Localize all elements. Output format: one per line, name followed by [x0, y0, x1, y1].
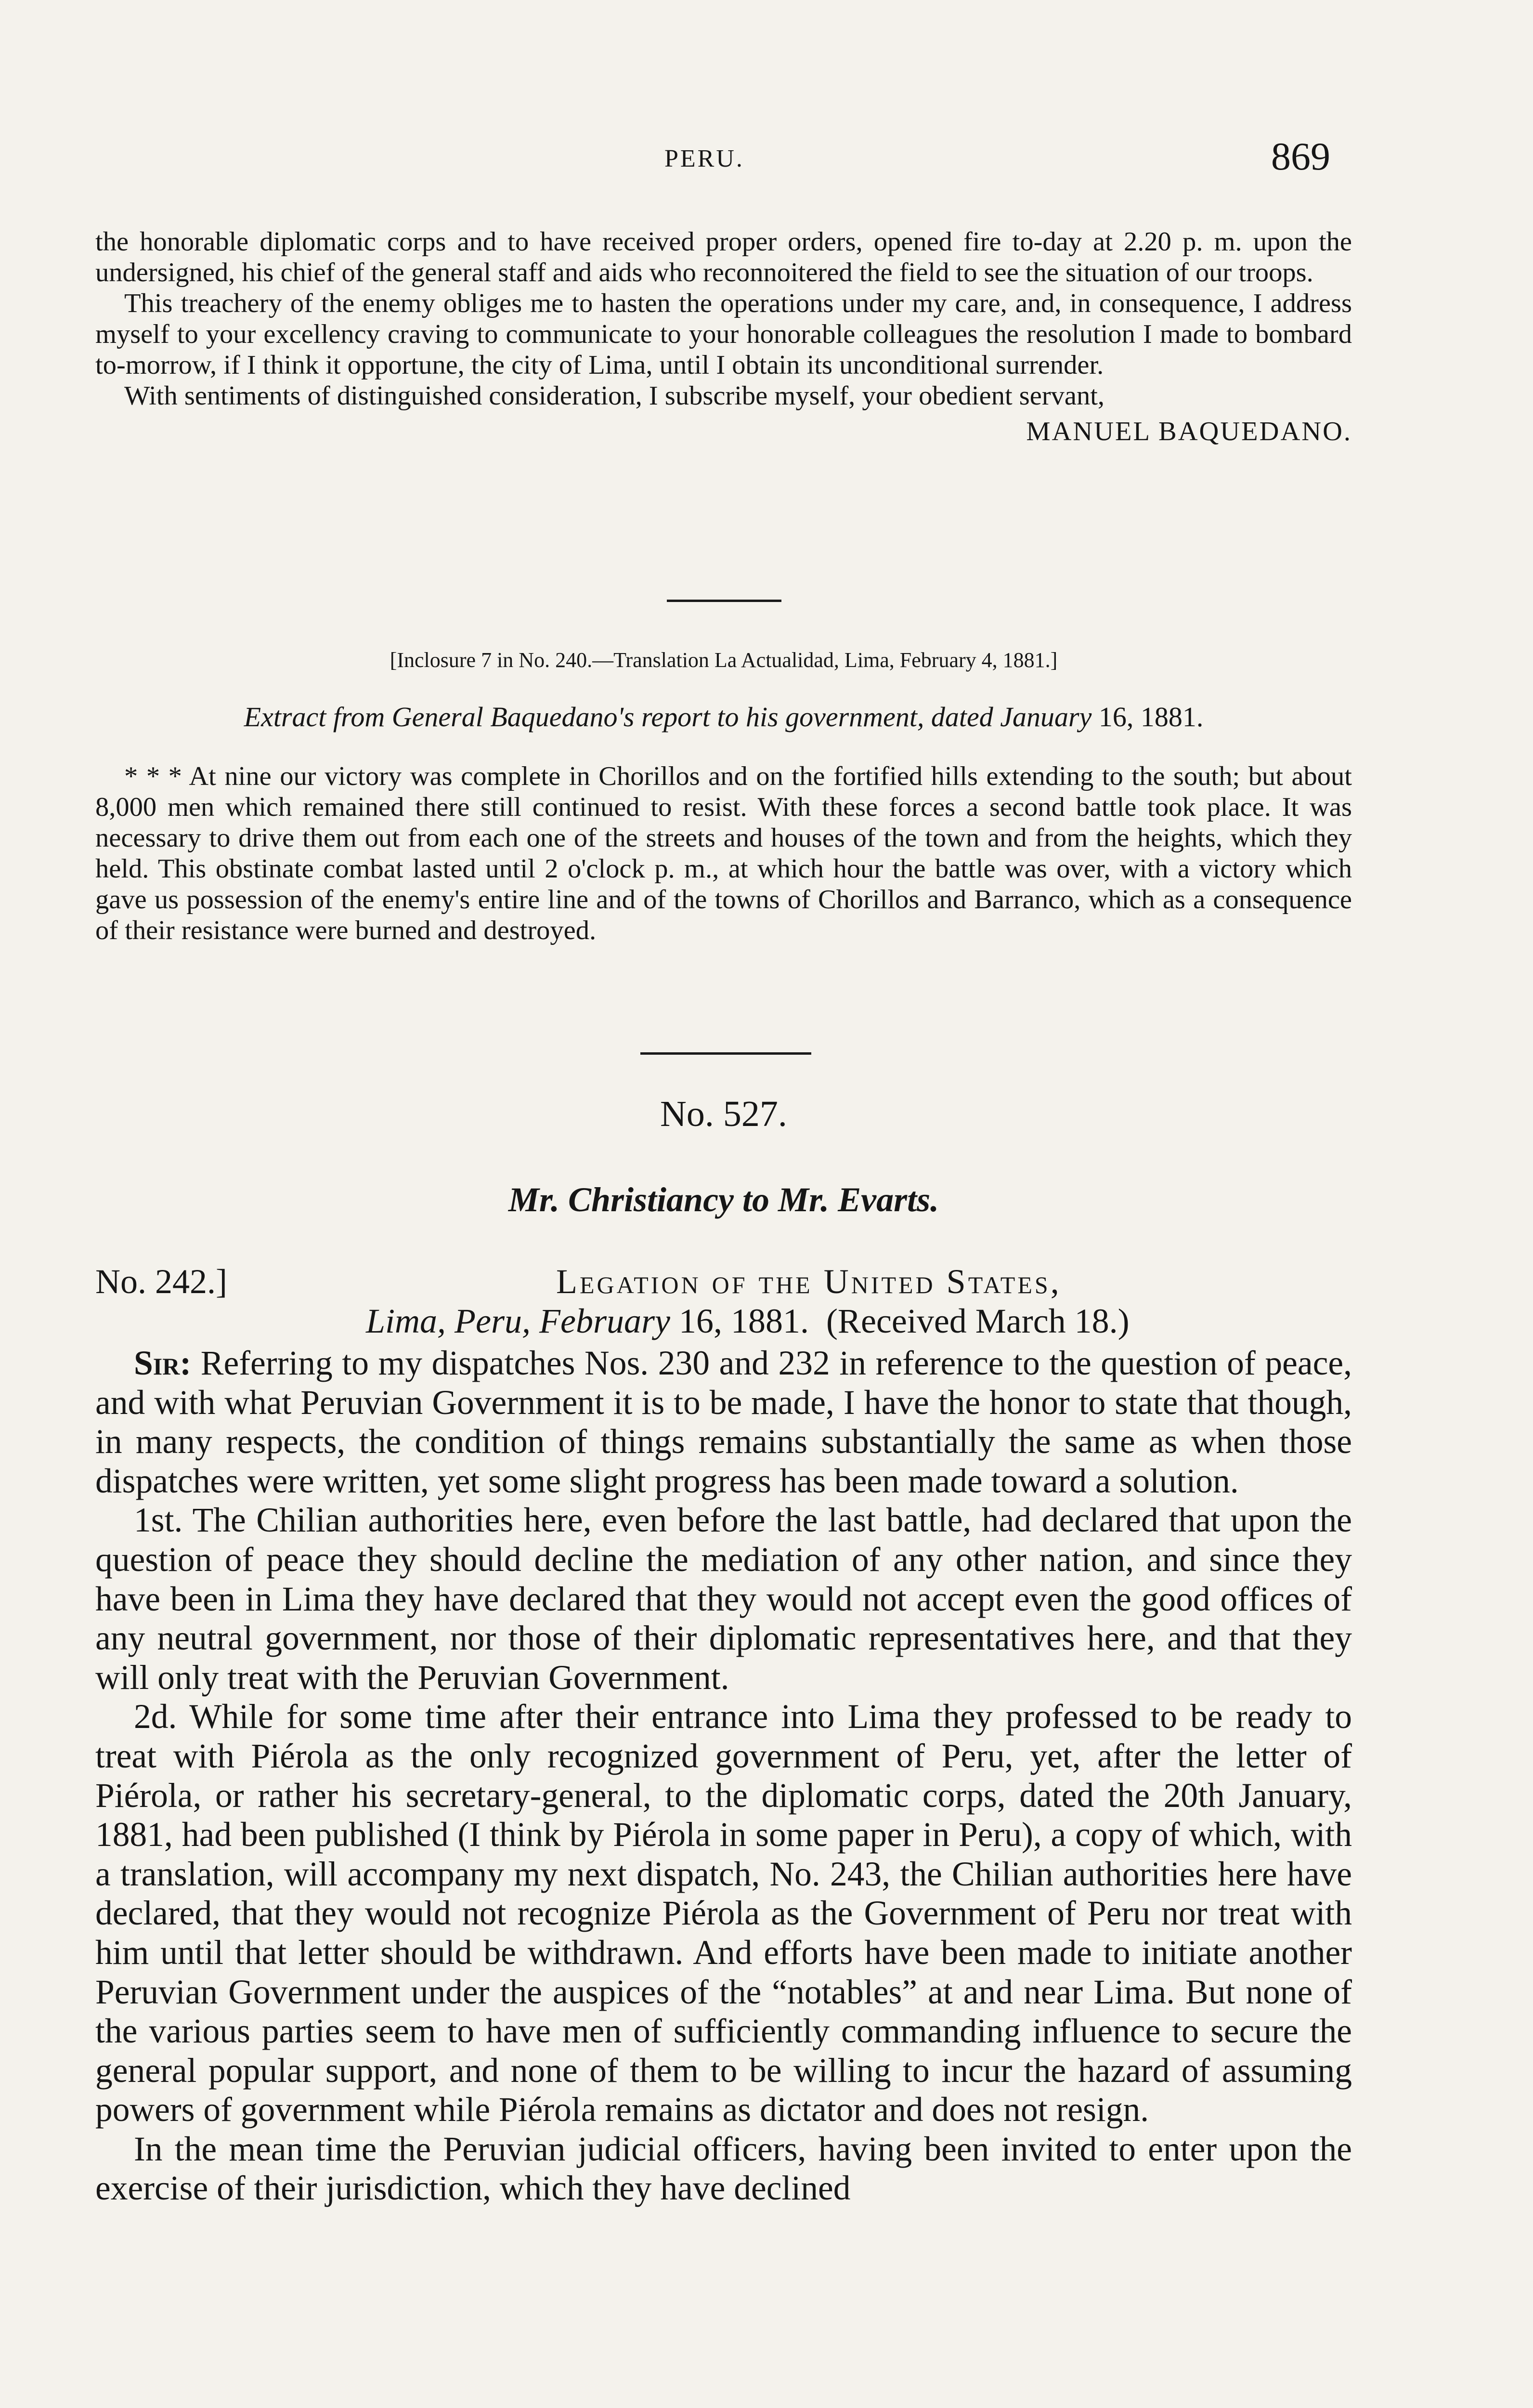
extract-heading-date: 16, 1881. — [1091, 701, 1204, 733]
document-heading: Mr. Christiancy to Mr. Evarts. — [508, 1180, 939, 1219]
letter-continuation — [95, 226, 1352, 447]
paragraph: the honorable diplomatic corps and to have received proper orders, opened fire to-day at 2.20 p. m. upon the undersigned, his chief of the general staff and aids who reconnoitered the field to see the situation of our troops. — [95, 227, 1352, 288]
inclosure-caption: [Inclosure 7 in No. 240.—Translation La Actualidad, Lima, February 4, 1881.] — [390, 648, 1058, 672]
day-year: 16, 1881. — [670, 1302, 809, 1340]
paragraph: This treachery of the enemy obliges me to hasten the operations under my care, and, in consequence, I address myself to your excellency craving to communicate to your honorable colleagues the resolution I made to bombard to-morrow, if I think it opportune, the city of Lima, until I obtain its unconditional surrender. — [95, 288, 1352, 380]
dateline — [366, 1301, 1130, 1341]
paragraph: * * * At nine our victory was complete in Chorillos and on the fortified hills extending to the south; but about 8,000 men which remained there still continued to resist. With these forces a second battle took place. It was necessary to drive them out from each one of the streets and houses of the town and from the heights, which they held. This obstinate combat lasted until 2 o'clock p. m., at which hour the battle was over, with a victory which gave us possession of the enemy's entire line and of the towns of Chorillos and Barranco, which as a consequence of their resistance were burned and destroyed. — [95, 761, 1352, 945]
extract-body — [95, 761, 1352, 946]
running-head: PERU. — [664, 145, 744, 172]
extract-heading — [95, 701, 1352, 733]
document-number: No. 527. — [660, 1094, 787, 1134]
paragraph: 1st. The Chilian authorities here, even before the last battle, had declared that upon the question of peace they should decline the mediation of any other nation, and since they have been in Lima they have declared that they would not accept even the good offices of any neutral government, nor those of their diplomatic representatives here, and that they will only treat with the Peruvian Government. — [95, 1501, 1352, 1697]
page-number: 869 — [1271, 134, 1330, 178]
dispatch-number: No. 242.] — [95, 1262, 227, 1301]
paragraph: 2d. While for some time after their entrance into Lima they professed to be ready to treat with Piérola as the only recognized government of Peru, yet, after the letter of Piérola, or rather his secretary-general, to the diplomatic corps, dated the 20th January, 1881, had been published (I think by Piérola in some paper in Peru), a copy of which, with a translation, will accompany my next dispatch, No. 243, the Chilian authorities here have declared, that they would not recognize Piérola as the Government of Peru nor treat with him until that letter should be withdrawn. And efforts have been made to initiate another Peruvian Government under the auspices of the “notables” at and near Lima. But none of the various parties seem to have men of sufficiently commanding influence to secure the general popular support, and none of them to be willing to incur the hazard of assuming powers of government while Piérola remains as dictator and does not resign. — [95, 1698, 1352, 2129]
legation-line: Legation of the United States, — [556, 1262, 1062, 1301]
section-rule — [667, 600, 781, 602]
extract-heading-text: Extract from General Baquedano's report to his government, dated January — [244, 701, 1092, 733]
salutation: Sir: — [134, 1344, 192, 1382]
paragraph — [95, 1344, 1352, 1501]
dispatch-body — [95, 1344, 1352, 2208]
place-date: Lima, Peru, February — [366, 1302, 670, 1340]
paragraph-text: Referring to my dispatches Nos. 230 and 232 in reference to the question of peace, and with what Peruvian Government it is to be made, I have the honor to state that though, in many respects, the condition of things remains substantially the same as when those dispatches were written, yet some slight progress has been made toward a solution. — [95, 1344, 1352, 1500]
paragraph: In the mean time the Peruvian judicial officers, having been invited to enter upon the exercise of their jurisdiction, which they have declined — [95, 2130, 1352, 2208]
document-rule — [640, 1052, 811, 1055]
received-note: (Received March 18.) — [826, 1302, 1130, 1340]
paragraph: With sentiments of distinguished consideration, I subscribe myself, your obedient servant, — [124, 381, 1105, 411]
signature: MANUEL BAQUEDANO. — [1026, 417, 1352, 446]
